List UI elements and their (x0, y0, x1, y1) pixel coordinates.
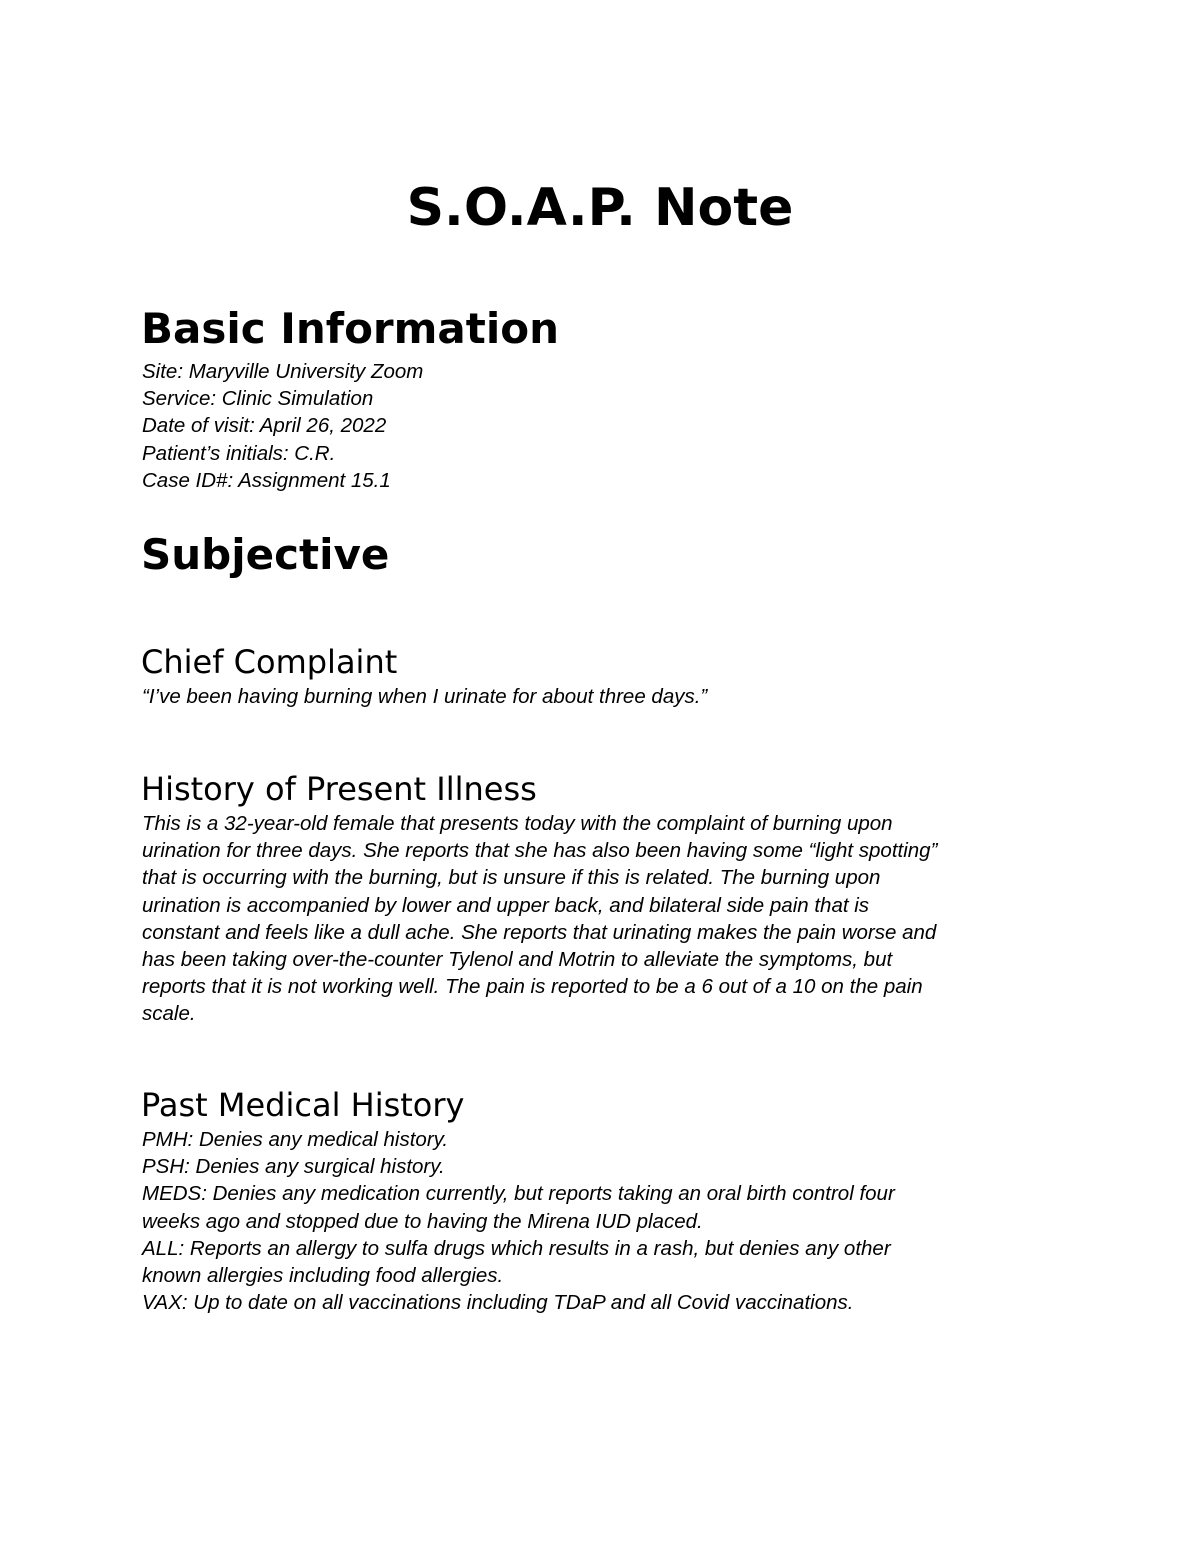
pmh-line: PMH: Denies any medical history. (142, 1128, 449, 1151)
hpi-line: that is occurring with the burning, but is unsure if this is related. The burning upon (142, 866, 881, 890)
hpi-line: urination for three days. She reports that she has also been having some “light spotting” (142, 839, 938, 863)
hpi-line: has been taking over-the-counter Tylenol and Motrin to alleviate the symptoms, but (142, 948, 893, 972)
subjective-heading: Subjective (141, 530, 390, 579)
chief-complaint-heading: Chief Complaint (141, 643, 398, 681)
patient-initials-line: Patient’s initials: C.R. (142, 441, 336, 465)
document-title: S.O.A.P. Note (406, 178, 794, 238)
hpi-line: This is a 32-year-old female that presents today with the complaint of burning upon (142, 812, 893, 835)
basic-information-heading: Basic Information (141, 304, 559, 353)
case-id-line: Case ID#: Assignment 15.1 (142, 468, 391, 492)
basic-information-block (142, 358, 1072, 494)
service-line: Service: Clinic Simulation (142, 387, 374, 411)
allergies-line-continued: known allergies including food allergies. (142, 1264, 504, 1288)
allergies-line: ALL: Reports an allergy to sulfa drugs which results in a rash, but denies any other (142, 1236, 891, 1260)
past-medical-history-block (142, 1126, 1072, 1316)
past-medical-history-heading: Past Medical History (141, 1086, 465, 1124)
meds-line-continued: weeks ago and stopped due to having the Mirena IUD placed. (142, 1209, 703, 1233)
chief-complaint-block (142, 683, 1072, 710)
hpi-line: reports that it is not working well. The pain is reported to be a 6 out of a 10 on the pain (142, 975, 923, 999)
hpi-block (142, 810, 1072, 1028)
hpi-line: constant and feels like a dull ache. She reports that urinating makes the pain worse and (142, 920, 937, 944)
chief-complaint-quote: “I’ve been having burning when I urinate for about three days.” (142, 685, 708, 708)
date-of-visit-line: Date of visit: April 26, 2022 (142, 414, 387, 438)
site-line: Site: Maryville University Zoom (142, 360, 424, 383)
hpi-line: scale. (142, 1002, 196, 1026)
hpi-heading: History of Present Illness (141, 770, 537, 808)
hpi-line: urination is accompanied by lower and upper back, and bilateral side pain that is (142, 893, 870, 917)
vaccinations-line: VAX: Up to date on all vaccinations including TDaP and all Covid vaccinations. (142, 1291, 854, 1315)
psh-line: PSH: Denies any surgical history. (142, 1155, 445, 1179)
meds-line: MEDS: Denies any medication currently, but reports taking an oral birth control four (142, 1182, 895, 1206)
